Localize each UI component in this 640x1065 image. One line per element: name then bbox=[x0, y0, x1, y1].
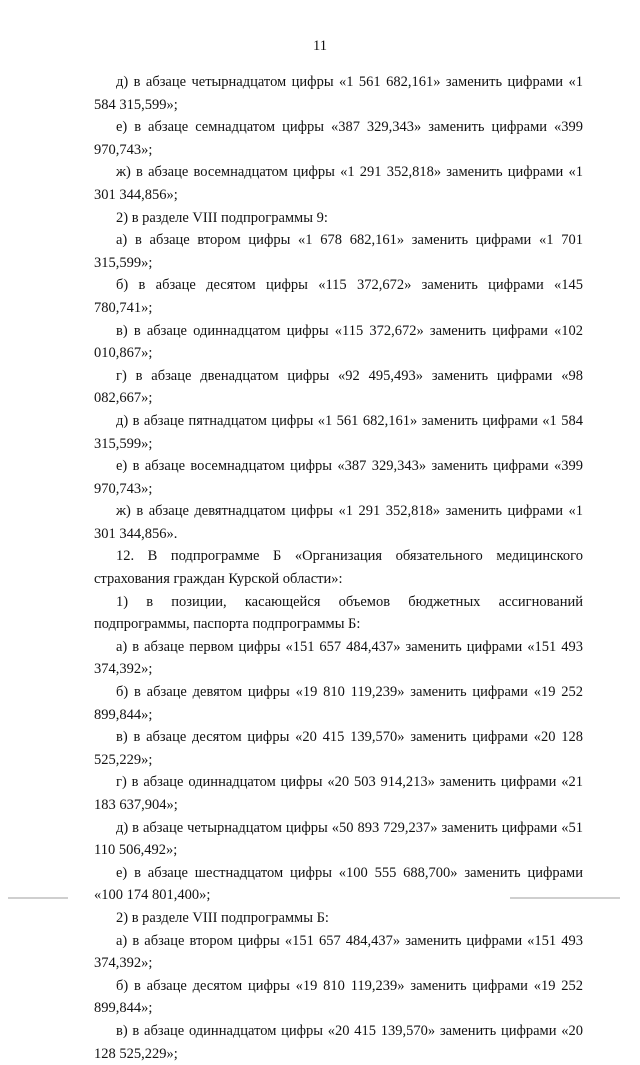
paragraph: 2) в разделе VIII подпрограммы 9: bbox=[116, 209, 328, 226]
paragraph: в) в абзаце десятом цифры «20 415 139,570» заменить цифрами «20 128 525,229»; bbox=[94, 729, 583, 768]
paragraph: а) в абзаце втором цифры «1 678 682,161» заменить цифрами «1 701 315,599»; bbox=[94, 232, 583, 271]
document-body bbox=[94, 71, 583, 1065]
paragraph: а) в абзаце первом цифры «151 657 484,437» заменить цифрами «151 493 374,392»; bbox=[94, 638, 583, 678]
paragraph: г) в абзаце двенадцатом цифры «92 495,493» заменить цифрами «98 082,667»; bbox=[94, 367, 583, 407]
paragraph: в) в абзаце одиннадцатом цифры «20 415 139,570» заменить цифрами «20 128 525,229»; bbox=[94, 1022, 583, 1062]
scan-artifact bbox=[510, 897, 620, 899]
paragraph: е) в абзаце шестнадцатом цифры «100 555 688,700» заменить цифрами «100 174 801,400»; bbox=[94, 864, 583, 904]
paragraph: б) в абзаце девятом цифры «19 810 119,239» заменить цифрами «19 252 899,844»; bbox=[94, 684, 583, 723]
paragraph: а) в абзаце втором цифры «151 657 484,437» заменить цифрами «151 493 374,392»; bbox=[94, 932, 583, 972]
paragraph: 2) в разделе VIII подпрограммы Б: bbox=[116, 909, 329, 926]
paragraph: д) в абзаце четырнадцатом цифры «1 561 682,161» заменить цифрами «1 584 315,599»; bbox=[94, 74, 583, 113]
scan-artifact bbox=[8, 897, 68, 899]
paragraph: е) в абзаце восемнадцатом цифры «387 329,343» заменить цифрами «399 970,743»; bbox=[94, 458, 583, 497]
paragraph: г) в абзаце одиннадцатом цифры «20 503 914,213» заменить цифрами «21 183 637,904»; bbox=[94, 774, 583, 813]
paragraph: ж) в абзаце восемнадцатом цифры «1 291 352,818» заменить цифрами «1 301 344,856»; bbox=[94, 164, 583, 203]
paragraph: 1) в позиции, касающейся объемов бюджетных ассигнований подпрограммы, паспорта подпрограммы Б: bbox=[94, 593, 583, 633]
paragraph: б) в абзаце десятом цифры «19 810 119,239» заменить цифрами «19 252 899,844»; bbox=[94, 977, 583, 1017]
paragraph: б) в абзаце десятом цифры «115 372,672» заменить цифрами «145 780,741»; bbox=[94, 277, 583, 316]
paragraph: 12. В подпрограмме Б «Организация обязательного медицинского страхования граждан Курской области»: bbox=[94, 548, 583, 588]
paragraph: ж) в абзаце девятнадцатом цифры «1 291 352,818» заменить цифрами «1 301 344,856». bbox=[94, 503, 583, 542]
paragraph: д) в абзаце пятнадцатом цифры «1 561 682,161» заменить цифрами «1 584 315,599»; bbox=[94, 412, 583, 452]
paragraph: д) в абзаце четырнадцатом цифры «50 893 729,237» заменить цифрами «51 110 506,492»; bbox=[94, 819, 583, 859]
page-number: 11 bbox=[313, 38, 327, 54]
paragraph: е) в абзаце семнадцатом цифры «387 329,343» заменить цифрами «399 970,743»; bbox=[94, 119, 583, 158]
paragraph: в) в абзаце одиннадцатом цифры «115 372,672» заменить цифрами «102 010,867»; bbox=[94, 322, 583, 362]
